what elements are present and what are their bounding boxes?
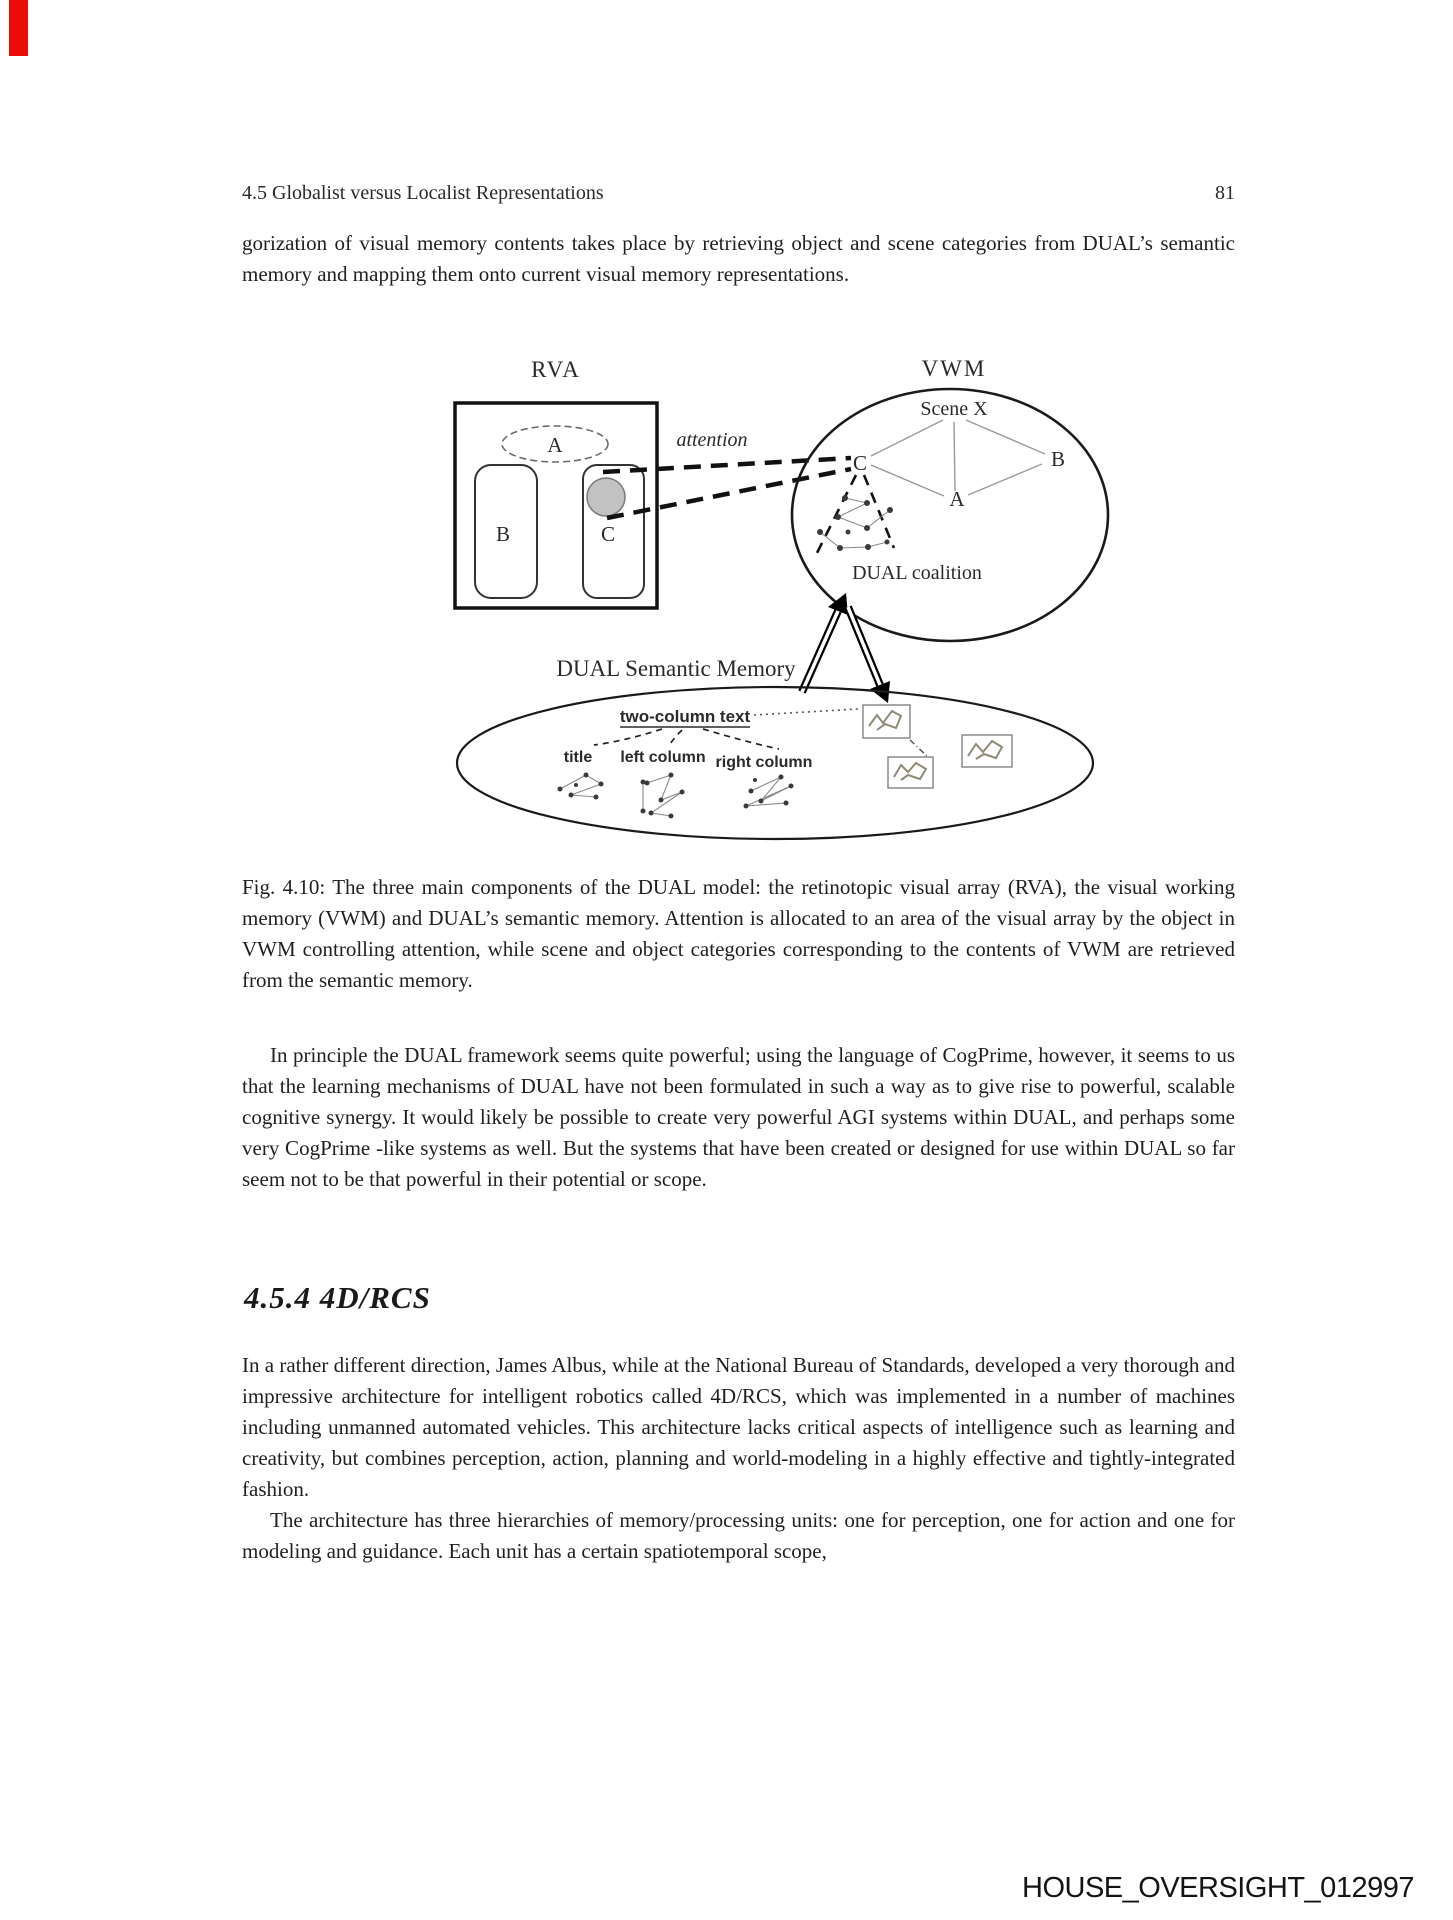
vwm-node-a-label: A bbox=[949, 487, 965, 511]
rva-region-c-label: C bbox=[600, 522, 616, 546]
schema-frame-3 bbox=[962, 735, 1012, 767]
running-header bbox=[242, 182, 1235, 205]
attended-object-dot bbox=[587, 478, 625, 516]
coalition-dashed-triangle bbox=[817, 475, 894, 553]
two-column-text-label: two-column text bbox=[619, 707, 751, 726]
paragraph-4d-rcs-intro: In a rather different direction, James Albus, while at the National Bureau of Standards, developed a very thorough and impressive architecture for intelligent robotics called 4D/RCS, which was implemented in a number of machines including unmanned automated vehicles. This architecture lacks critical aspects of intelligence such as learning and creativity, but combines perception, action, planning and world-modeling in a highly effective and tightly-integrated fashion. bbox=[242, 1353, 1235, 1501]
section-heading: 4.5.4 4D/RCS bbox=[244, 1280, 431, 1315]
page-number: 81 bbox=[1215, 182, 1235, 204]
vwm-label: VWM bbox=[921, 356, 987, 381]
left-column-label: left column bbox=[620, 749, 706, 766]
vwm-node-b-label: B bbox=[1050, 447, 1066, 471]
title-label: title bbox=[563, 749, 593, 766]
rva-region-b-label: B bbox=[495, 522, 511, 546]
right-column-label: right column bbox=[715, 754, 813, 771]
coalition-micrograph bbox=[817, 495, 893, 551]
figure-caption: Fig. 4.10: The three main components of the DUAL model: the retinotopic visual array (RVA), the visual working memory (VWM) and DUAL’s semantic memory. Attention is allocated to an area of the visual array by the object in VWM controlling attention, while scene and object categories corresponding to the contents of VWM are retrieved from the semantic memory. bbox=[242, 875, 1235, 992]
dual-coalition-label: DUAL coalition bbox=[852, 562, 982, 584]
schema-frame-1 bbox=[863, 705, 910, 738]
scene-x-label: Scene X bbox=[920, 398, 988, 420]
semantic-memory-label: DUAL Semantic Memory bbox=[556, 656, 796, 681]
right-column-micrograph bbox=[744, 775, 794, 809]
dotted-link-to-frame bbox=[754, 709, 858, 715]
attention-dashed-lines bbox=[603, 458, 851, 518]
left-column-micrograph bbox=[641, 773, 685, 819]
frame-link-dashdot bbox=[910, 740, 928, 757]
title-micrograph bbox=[558, 773, 604, 800]
paragraph-4d-rcs-hierarchies: The architecture has three hierarchies of memory/processing units: one for perception, one for action and one for modeling and guidance. Each unit has a certain spatiotemporal scope, bbox=[242, 1508, 1235, 1563]
figure-4-10-diagram bbox=[370, 345, 1130, 850]
semantic-dashed-links bbox=[594, 729, 779, 749]
vwm-node-c-label: C bbox=[852, 451, 868, 475]
vwm-graph-edges bbox=[871, 420, 1045, 496]
paragraph-dual-assessment: In principle the DUAL framework seems quite powerful; using the language of CogPrime, however, it seems to us that the learning mechanisms of DUAL have not been formulated in such a way as to give rise to powerful, scalable cognitive synergy. It would likely be possible to create very powerful AGI systems within DUAL, and perhaps some very CogPrime -like systems as well. But the systems that have been created or designed for use within DUAL so far seem not to be that powerful in their potential or scope. bbox=[242, 1043, 1235, 1191]
rva-label: RVA bbox=[531, 357, 581, 382]
red-margin-mark bbox=[9, 0, 28, 56]
schema-frame-2 bbox=[888, 757, 933, 788]
paragraph-4d-rcs bbox=[242, 1350, 1235, 1567]
running-header-title: 4.5 Globalist versus Localist Representations bbox=[242, 182, 604, 204]
bates-number-watermark: HOUSE_OVERSIGHT_012997 bbox=[1022, 1872, 1414, 1904]
rva-ellipse-a-label: A bbox=[547, 433, 563, 457]
intro-paragraph: gorization of visual memory contents takes place by retrieving object and scene categories from DUAL’s semantic memory and mapping them onto current visual memory representations. bbox=[242, 231, 1235, 286]
up-arrow bbox=[802, 593, 848, 692]
attention-label: attention bbox=[676, 429, 748, 451]
